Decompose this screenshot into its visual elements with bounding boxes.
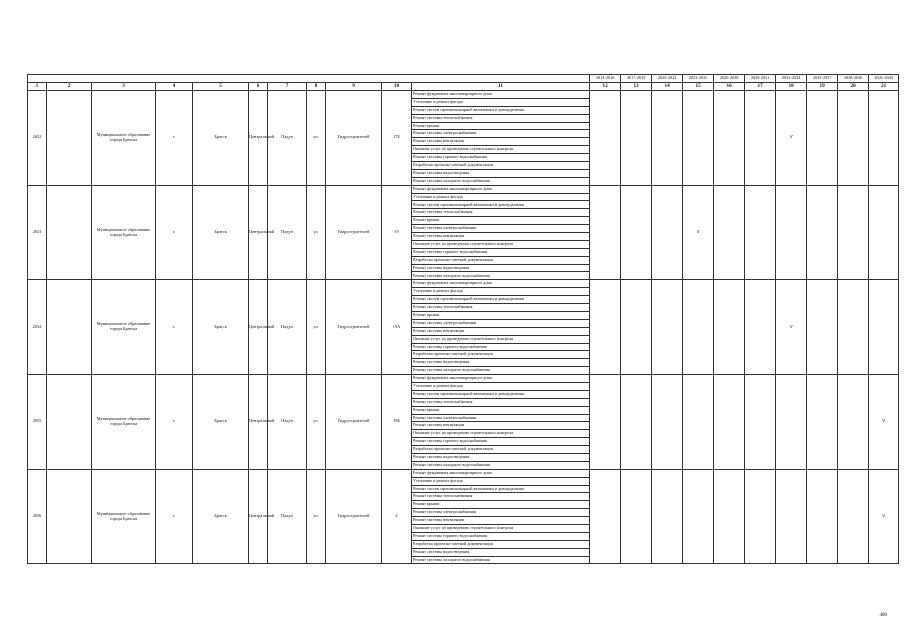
work-item: Ремонт фундамента многоквартирного дома: [412, 375, 590, 383]
work-item: Оказание услуг по проведению строительного контроля: [412, 430, 590, 438]
work-row: [28, 375, 899, 383]
schedule-cell: [807, 185, 838, 280]
work-item: Утепление и ремонт фасада: [412, 98, 590, 106]
work-item: Утепление и ремонт фасада: [412, 288, 590, 296]
column-number-row: [28, 83, 899, 91]
street-type: ул.: [307, 469, 326, 564]
work-item: Ремонт системы вентиляции: [412, 327, 590, 335]
schedule-cell: [683, 91, 714, 186]
work-item: Ремонт системы горячего водоснабжения: [412, 343, 590, 351]
residential-area: Падун: [268, 280, 307, 375]
residential-area: Падун: [268, 185, 307, 280]
schedule-mark: V: [776, 280, 807, 375]
city-name: Братск: [193, 91, 249, 186]
schedule-cell: [745, 91, 776, 186]
schedule-mark: V: [683, 185, 714, 280]
record-id: 2655: [28, 375, 47, 470]
street-name: Гидростроителей: [326, 280, 382, 375]
work-item: Оказание услуг по проведению строительного контроля: [412, 146, 590, 154]
schedule-cell: [776, 185, 807, 280]
work-item: Ремонт крыши: [412, 311, 590, 319]
work-item: Ремонт крыши: [412, 406, 590, 414]
column-number: 18: [776, 83, 807, 91]
record-id: 2654: [28, 280, 47, 375]
schedule-cell: [745, 185, 776, 280]
blank-cell: [47, 280, 92, 375]
work-item: Разработка проектно-сметной документации: [412, 256, 590, 264]
record-id: 2652: [28, 91, 47, 186]
column-number: 5: [193, 83, 249, 91]
schedule-cell: [807, 91, 838, 186]
schedule-cell: [590, 91, 621, 186]
schedule-cell: [590, 185, 621, 280]
house-number: 19: [382, 185, 412, 280]
work-item: Ремонт системы водоотведения: [412, 359, 590, 367]
work-item: Оказание услуг по проведению строительного контроля: [412, 524, 590, 532]
municipality: Муниципальное образование города Братска: [92, 469, 156, 564]
schedule-cell: [621, 91, 652, 186]
work-item: Ремонт системы горячего водоснабжения: [412, 248, 590, 256]
work-item: Ремонт крыши: [412, 501, 590, 509]
residential-area: Падун: [268, 375, 307, 470]
work-item: Ремонт системы горячего водоснабжения: [412, 154, 590, 162]
work-item: Ремонт системы холодного водоснабжения: [412, 556, 590, 564]
district: Центральный: [249, 185, 268, 280]
column-number: 3: [92, 83, 156, 91]
schedule-cell: [776, 469, 807, 564]
street-type: ул.: [307, 91, 326, 186]
work-item: Ремонт систем противопожарной автоматики и дымоудаления: [412, 106, 590, 114]
column-number: 19: [807, 83, 838, 91]
city-name: Братск: [193, 280, 249, 375]
column-number: 20: [838, 83, 869, 91]
street-type: ул.: [307, 185, 326, 280]
column-number: 8: [307, 83, 326, 91]
work-item: Ремонт системы холодного водоснабжения: [412, 177, 590, 185]
column-number: 11: [412, 83, 590, 91]
blank-cell: [47, 185, 92, 280]
work-item: Ремонт системы водоотведения: [412, 169, 590, 177]
schedule-cell: [745, 469, 776, 564]
schedule-cell: [714, 469, 745, 564]
work-item: Разработка проектно-сметной документации: [412, 446, 590, 454]
schedule-cell: [621, 375, 652, 470]
work-item: Ремонт систем противопожарной автоматики и дымоудаления: [412, 485, 590, 493]
blank-cell: [47, 469, 92, 564]
page-number: 480: [879, 613, 887, 618]
work-item: Ремонт фундамента многоквартирного дома: [412, 185, 590, 193]
period-header: 2017-2019: [621, 75, 652, 83]
work-item: Ремонт фундамента многоквартирного дома: [412, 280, 590, 288]
work-item: Ремонт системы теплоснабжения: [412, 114, 590, 122]
house-number: 19А: [382, 280, 412, 375]
city-type: г.: [156, 185, 193, 280]
work-item: Ремонт системы электроснабжения: [412, 319, 590, 327]
schedule-mark: V: [869, 469, 899, 564]
work-item: Разработка проектно-сметной документации: [412, 162, 590, 170]
period-header: 2020-2022: [652, 75, 683, 83]
work-item: Ремонт фундамента многоквартирного дома: [412, 91, 590, 99]
schedule-cell: [683, 469, 714, 564]
schedule-cell: [652, 375, 683, 470]
work-item: Ремонт крыши: [412, 217, 590, 225]
period-header: 2023-2025: [683, 75, 714, 83]
work-item: Утепление и ремонт фасада: [412, 477, 590, 485]
work-item: Ремонт системы электроснабжения: [412, 130, 590, 138]
work-item: Ремонт систем противопожарной автоматики и дымоудаления: [412, 201, 590, 209]
schedule-cell: [838, 375, 869, 470]
column-number: 10: [382, 83, 412, 91]
work-item: Ремонт системы водоотведения: [412, 548, 590, 556]
municipality: Муниципальное образование города Братска: [92, 280, 156, 375]
column-number: 2: [47, 83, 92, 91]
residential-area: Падун: [268, 91, 307, 186]
period-header: 2041-2043: [869, 75, 899, 83]
schedule-cell: [652, 280, 683, 375]
city-name: Братск: [193, 375, 249, 470]
period-header: 2038-2040: [838, 75, 869, 83]
work-item: Ремонт системы теплоснабжения: [412, 209, 590, 217]
period-header: 2029-2031: [745, 75, 776, 83]
work-item: Оказание услуг по проведению строительного контроля: [412, 240, 590, 248]
column-number: 16: [714, 83, 745, 91]
column-number: 17: [745, 83, 776, 91]
work-item: Ремонт системы водоотведения: [412, 264, 590, 272]
district: Центральный: [249, 280, 268, 375]
schedule-cell: [683, 280, 714, 375]
work-item: Ремонт системы вентиляции: [412, 138, 590, 146]
work-item: Ремонт системы теплоснабжения: [412, 493, 590, 501]
work-item: Ремонт системы вентиляции: [412, 517, 590, 525]
work-item: Ремонт системы теплоснабжения: [412, 304, 590, 312]
schedule-cell: [745, 375, 776, 470]
work-item: Ремонт системы электроснабжения: [412, 225, 590, 233]
schedule-cell: [590, 375, 621, 470]
work-item: Ремонт системы электроснабжения: [412, 509, 590, 517]
work-item: Ремонт системы вентиляции: [412, 233, 590, 241]
district: Центральный: [249, 375, 268, 470]
work-row: [28, 469, 899, 477]
work-item: Ремонт систем противопожарной автоматики и дымоудаления: [412, 390, 590, 398]
schedule-cell: [621, 185, 652, 280]
schedule-cell: [590, 280, 621, 375]
schedule-cell: [838, 91, 869, 186]
schedule-cell: [776, 375, 807, 470]
work-item: Разработка проектно-сметной документации: [412, 540, 590, 548]
city-name: Братск: [193, 185, 249, 280]
period-header: 2014-2016: [590, 75, 621, 83]
district: Центральный: [249, 469, 268, 564]
house-number: 17Б: [382, 91, 412, 186]
schedule-cell: [652, 91, 683, 186]
work-item: Ремонт системы электроснабжения: [412, 414, 590, 422]
street-name: Гидростроителей: [326, 375, 382, 470]
municipality: Муниципальное образование города Братска: [92, 185, 156, 280]
header-blank: [28, 75, 590, 83]
work-item: Утепление и ремонт фасада: [412, 382, 590, 390]
schedule-cell: [807, 280, 838, 375]
schedule-cell: [869, 91, 899, 186]
column-number: 4: [156, 83, 193, 91]
work-item: Ремонт системы холодного водоснабжения: [412, 272, 590, 280]
schedule-mark: V: [776, 91, 807, 186]
schedule-cell: [869, 185, 899, 280]
work-item: Ремонт систем противопожарной автоматики и дымоудаления: [412, 296, 590, 304]
column-number: 12: [590, 83, 621, 91]
period-header: 2035-2037: [807, 75, 838, 83]
table-body: [28, 75, 899, 564]
schedule-cell: [838, 185, 869, 280]
residential-area: Падун: [268, 469, 307, 564]
schedule-cell: [807, 375, 838, 470]
work-item: Утепление и ремонт фасада: [412, 193, 590, 201]
work-item: Оказание услуг по проведению строительного контроля: [412, 335, 590, 343]
municipality: Муниципальное образование города Братска: [92, 91, 156, 186]
record-id: 2653: [28, 185, 47, 280]
street-name: Гидростроителей: [326, 91, 382, 186]
municipality: Муниципальное образование города Братска: [92, 375, 156, 470]
schedule-cell: [714, 185, 745, 280]
schedule-cell: [714, 375, 745, 470]
house-number: 2: [382, 469, 412, 564]
repair-schedule-table: [27, 74, 899, 564]
schedule-mark: V: [869, 375, 899, 470]
column-number: 21: [869, 83, 899, 91]
work-item: Ремонт системы водоотведения: [412, 453, 590, 461]
schedule-cell: [838, 280, 869, 375]
schedule-cell: [621, 280, 652, 375]
blank-cell: [47, 91, 92, 186]
city-name: Братск: [193, 469, 249, 564]
work-item: Ремонт системы холодного водоснабжения: [412, 367, 590, 375]
column-number: 14: [652, 83, 683, 91]
street-type: ул.: [307, 280, 326, 375]
work-item: Разработка проектно-сметной документации: [412, 351, 590, 359]
schedule-cell: [714, 280, 745, 375]
period-header: 2032-2034: [776, 75, 807, 83]
city-type: г.: [156, 469, 193, 564]
city-type: г.: [156, 91, 193, 186]
schedule-cell: [838, 469, 869, 564]
column-number: 15: [683, 83, 714, 91]
period-header-row: [28, 75, 899, 83]
schedule-cell: [652, 185, 683, 280]
work-item: Ремонт системы вентиляции: [412, 422, 590, 430]
street-name: Гидростроителей: [326, 185, 382, 280]
work-item: Ремонт системы горячего водоснабжения: [412, 532, 590, 540]
record-id: 2656: [28, 469, 47, 564]
work-item: Ремонт системы теплоснабжения: [412, 398, 590, 406]
work-item: Ремонт крыши: [412, 122, 590, 130]
district: Центральный: [249, 91, 268, 186]
work-item: Ремонт системы горячего водоснабжения: [412, 438, 590, 446]
work-row: [28, 185, 899, 193]
period-header: 2026-2028: [714, 75, 745, 83]
street-type: ул.: [307, 375, 326, 470]
schedule-cell: [652, 469, 683, 564]
schedule-cell: [807, 469, 838, 564]
work-item: Ремонт фундамента многоквартирного дома: [412, 469, 590, 477]
schedule-cell: [683, 375, 714, 470]
work-row: [28, 280, 899, 288]
blank-cell: [47, 375, 92, 470]
schedule-cell: [869, 280, 899, 375]
column-number: 9: [326, 83, 382, 91]
schedule-cell: [590, 469, 621, 564]
column-number: 13: [621, 83, 652, 91]
city-type: г.: [156, 375, 193, 470]
column-number: 1: [28, 83, 47, 91]
city-type: г.: [156, 280, 193, 375]
schedule-cell: [714, 91, 745, 186]
column-number: 6: [249, 83, 268, 91]
street-name: Гидростроителей: [326, 469, 382, 564]
work-row: [28, 91, 899, 99]
house-number: 19Б: [382, 375, 412, 470]
schedule-cell: [621, 469, 652, 564]
schedule-cell: [745, 280, 776, 375]
column-number: 7: [268, 83, 307, 91]
work-item: Ремонт системы холодного водоснабжения: [412, 461, 590, 469]
